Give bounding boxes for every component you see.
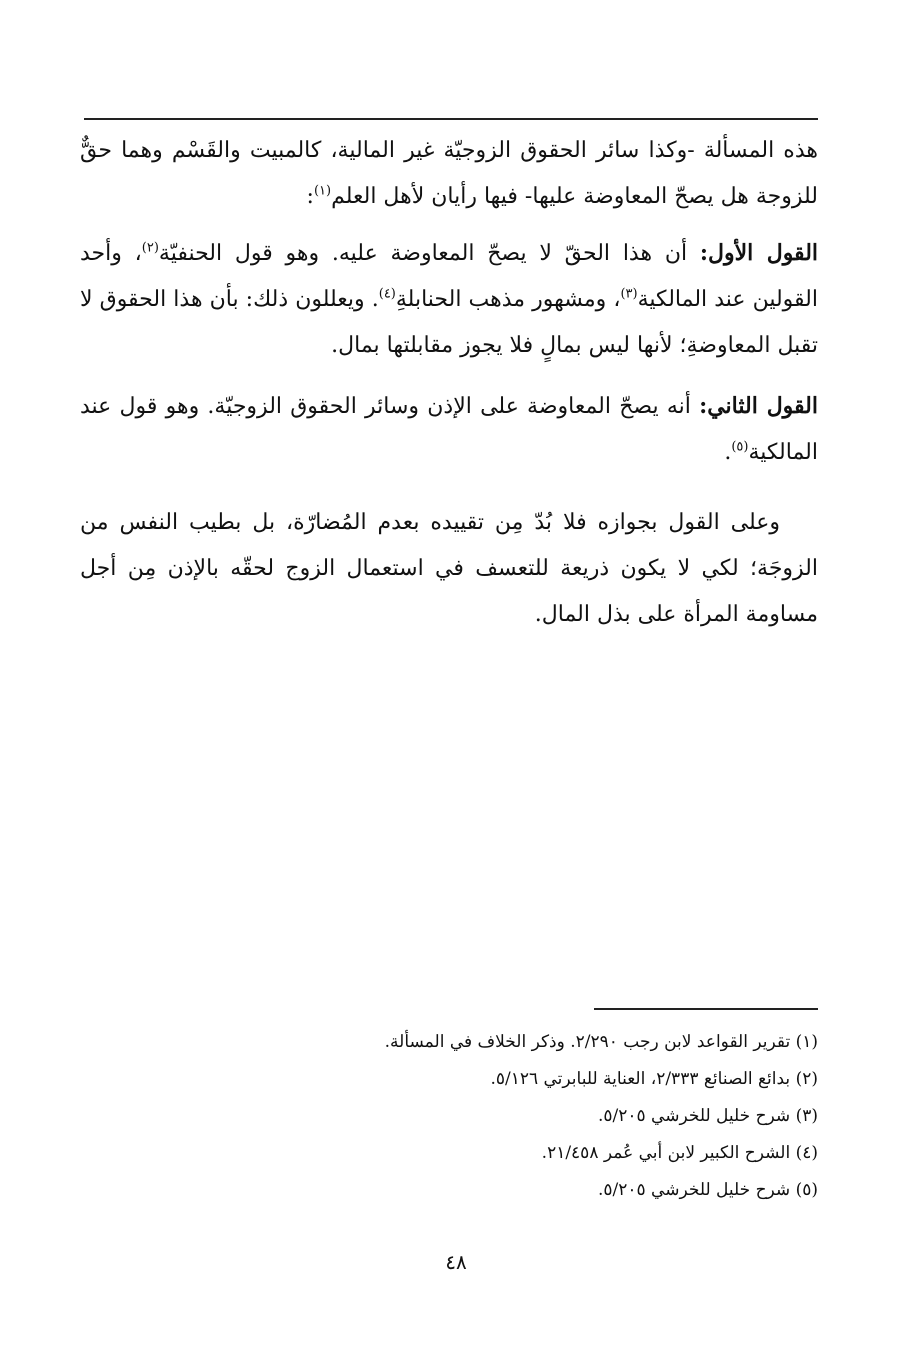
- footnote-ref-5[interactable]: (٥): [731, 439, 749, 455]
- paragraph-2-text-b: ، وأحد القولين عند المالكية: [80, 241, 818, 312]
- header-rule: [84, 118, 818, 120]
- first-opinion-heading: القول الأول:: [699, 240, 819, 266]
- paragraph-4: [80, 500, 818, 638]
- paragraph-2-text-a: أن هذا الحقّ لا يصحّ المعاوضة عليه. وهو قول الحنفيّة: [158, 241, 700, 266]
- paragraph-2: [80, 230, 818, 369]
- page-number: ٤٨: [445, 1250, 467, 1274]
- footnote-ref-4[interactable]: (٤): [378, 286, 396, 302]
- footnote-1: (١) تقرير القواعد لابن رجب ٢/٢٩٠. وذكر الخلاف في المسألة.: [384, 1032, 818, 1052]
- paragraph-3-end: .: [724, 440, 732, 465]
- paragraph-2-text-c: ، ومشهور مذهب الحنابلةِ: [395, 287, 621, 312]
- footnote-2: (٢) بدائع الصنائع ٢/٣٣٣، العناية للبابرتي ٥/١٢٦.: [490, 1069, 818, 1089]
- footnote-ref-3[interactable]: (٣): [620, 286, 638, 302]
- footnote-ref-1[interactable]: (١): [313, 183, 332, 199]
- paragraph-3-text: أنه يصحّ المعاوضة على الإذن وسائر الحقوق الزوجيّة. وهو قول عند المالكية: [80, 394, 818, 465]
- second-opinion-heading: القول الثاني:: [699, 393, 818, 419]
- footnote-3: (٣) شرح خليل للخرشي ٥/٢٠٥.: [597, 1106, 818, 1126]
- footnotes: [80, 1024, 818, 1209]
- paragraph-2-text-d: . ويعللون ذلك: بأن هذا الحقوق لا تقبل المعاوضةِ؛ لأنها ليس بمالٍ فلا يجوز مقابلتها بمال.: [80, 287, 818, 358]
- footnote-4: (٤) الشرح الكبير لابن أبي عُمر ٢١/٤٥٨.: [541, 1143, 818, 1163]
- paragraph-1-text: هذه المسألة -وكذا سائر الحقوق الزوجيّة غير المالية، كالمبيت والقَسْم وهما حقٌّ للزوجة هل يصحّ المعاوضة عليها- فيها رأيان لأهل العلم: [80, 138, 818, 209]
- paragraph-3: [80, 383, 818, 476]
- footnote-ref-2[interactable]: (٢): [141, 240, 159, 256]
- paragraph-4-text: وعلى القول بجوازه فلا بُدّ مِن تقييده بعدم المُضارّة، بل بطيب النفس من الزوجَة؛ لكي لا يكون ذريعة للتعسف في استعمال الزوج لحقّه بالإذن مِن أجل مساومة المرأة على بذل المال.: [80, 510, 818, 627]
- main-text: [80, 128, 818, 652]
- footnote-5: (٥) شرح خليل للخرشي ٥/٢٠٥.: [597, 1180, 818, 1200]
- paragraph-1-end: :: [306, 184, 314, 209]
- paragraph-1: [80, 128, 818, 220]
- footnote-rule: [594, 1008, 818, 1010]
